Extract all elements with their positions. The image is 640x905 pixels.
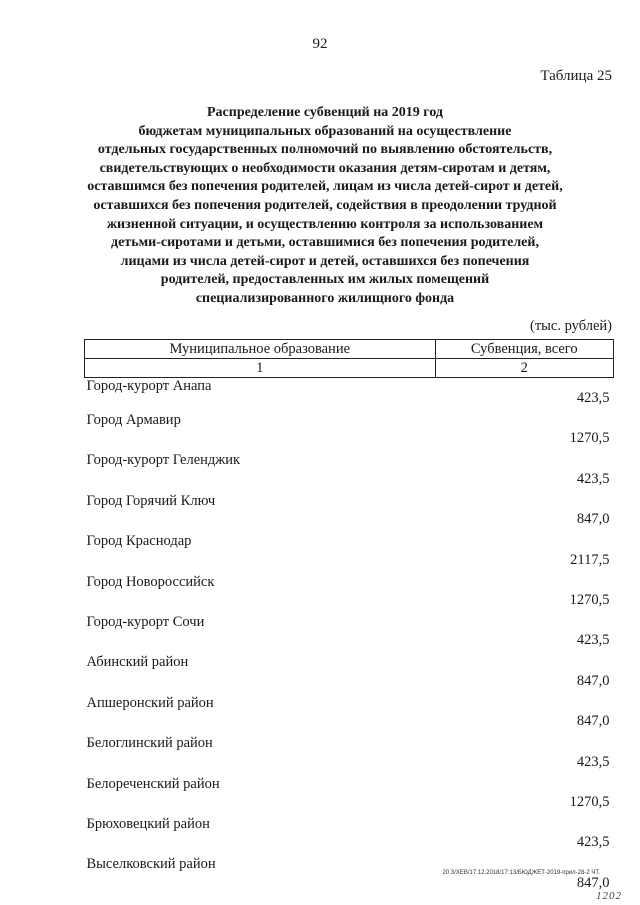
title-line: бюджетам муниципальных образований на осуществление (138, 123, 512, 139)
subvention-value: 2117,5 (570, 551, 610, 568)
table-row (85, 533, 614, 573)
title-line: Распределение субвенций на 2019 год (207, 105, 443, 120)
header-subvention: Субвенция, всего (435, 340, 613, 359)
title-line: детьми-сиротами и детьми, оставшимися без попечения родителей, (111, 235, 539, 251)
title-line: свидетельствующих о необходимости оказания детям-сиротам и детям, (99, 160, 551, 176)
municipality-name: Город Новороссийск (86, 573, 215, 590)
document-title (60, 104, 590, 309)
table-row (85, 695, 614, 735)
subvention-value: 1270,5 (569, 591, 610, 608)
table-row (85, 574, 614, 614)
footer-stamp: 1202 (596, 890, 622, 902)
municipality-name: Город-курорт Анапа (86, 378, 212, 394)
municipality-name: Город Армавир (86, 412, 181, 428)
municipality-name: Апшеронский район (86, 694, 214, 711)
municipality-name: Брюховецкий район (86, 815, 210, 832)
table-row (85, 412, 614, 452)
title-line: родителей, предоставленных им жилых помещений (160, 272, 490, 288)
table-row (85, 493, 614, 533)
municipality-name: Выселковский район (86, 856, 216, 873)
title-line: оставшихся без попечения родителей, содействия в преодолении трудной (93, 197, 557, 213)
column-number: 2 (435, 359, 613, 378)
subvention-value: 1270,5 (569, 430, 610, 447)
title-line: лицами из числа детей-сирот и детей, оставшихся без попечения (120, 253, 530, 269)
table-row (85, 452, 614, 492)
subvention-value: 423,5 (576, 632, 610, 649)
municipality-name: Белореченский район (86, 775, 220, 792)
table-row (85, 654, 614, 694)
subvention-value: 423,5 (576, 753, 610, 770)
subvention-value: 847,0 (576, 874, 610, 891)
title-line: оставшимся без попечения родителей, лицам из числа детей-сирот и детей, (87, 179, 563, 195)
subvention-value: 423,5 (576, 470, 610, 487)
page-number: 92 (312, 36, 328, 52)
subvention-value: 847,0 (576, 713, 610, 730)
subvention-value: 847,0 (576, 672, 610, 689)
column-number-row (85, 359, 614, 378)
column-number: 1 (85, 359, 436, 378)
municipality-name: Город-курорт Сочи (86, 613, 205, 630)
municipality-name: Белоглинский район (86, 735, 213, 752)
title-line: отдельных государственных полномочий по выявлению обстоятельств, (97, 142, 553, 158)
subvention-value: 423,5 (576, 834, 610, 851)
table-label: Таблица 25 (540, 68, 612, 84)
header-row (85, 340, 614, 359)
municipality-name: Абинский район (86, 654, 189, 671)
footer-document-code: 20.3/ХЕВ/17.12.2018/17:13/БЮДЖЕТ-2019-прил-28-2 ЧТ. (442, 870, 600, 876)
subvention-value: 847,0 (576, 511, 610, 528)
table-row (85, 816, 614, 856)
subvention-value: 1270,5 (569, 793, 610, 810)
municipality-name: Город Горячий Ключ (86, 492, 216, 509)
table-row (85, 614, 614, 654)
municipality-name: Город Краснодар (86, 533, 192, 550)
table-row (85, 378, 614, 413)
subvention-table (84, 339, 614, 897)
table-row (85, 856, 614, 896)
table-row (85, 776, 614, 816)
municipality-name: Город-курорт Геленджик (86, 452, 241, 469)
title-line: жизненной ситуации, и осуществлению контроля за использованием (106, 216, 544, 232)
header-municipality: Муниципальное образование (85, 340, 436, 359)
table-row (85, 735, 614, 775)
subvention-value: 423,5 (576, 390, 610, 406)
units-label: (тыс. рублей) (530, 318, 612, 334)
title-line: специализированного жилищного фонда (195, 290, 455, 306)
